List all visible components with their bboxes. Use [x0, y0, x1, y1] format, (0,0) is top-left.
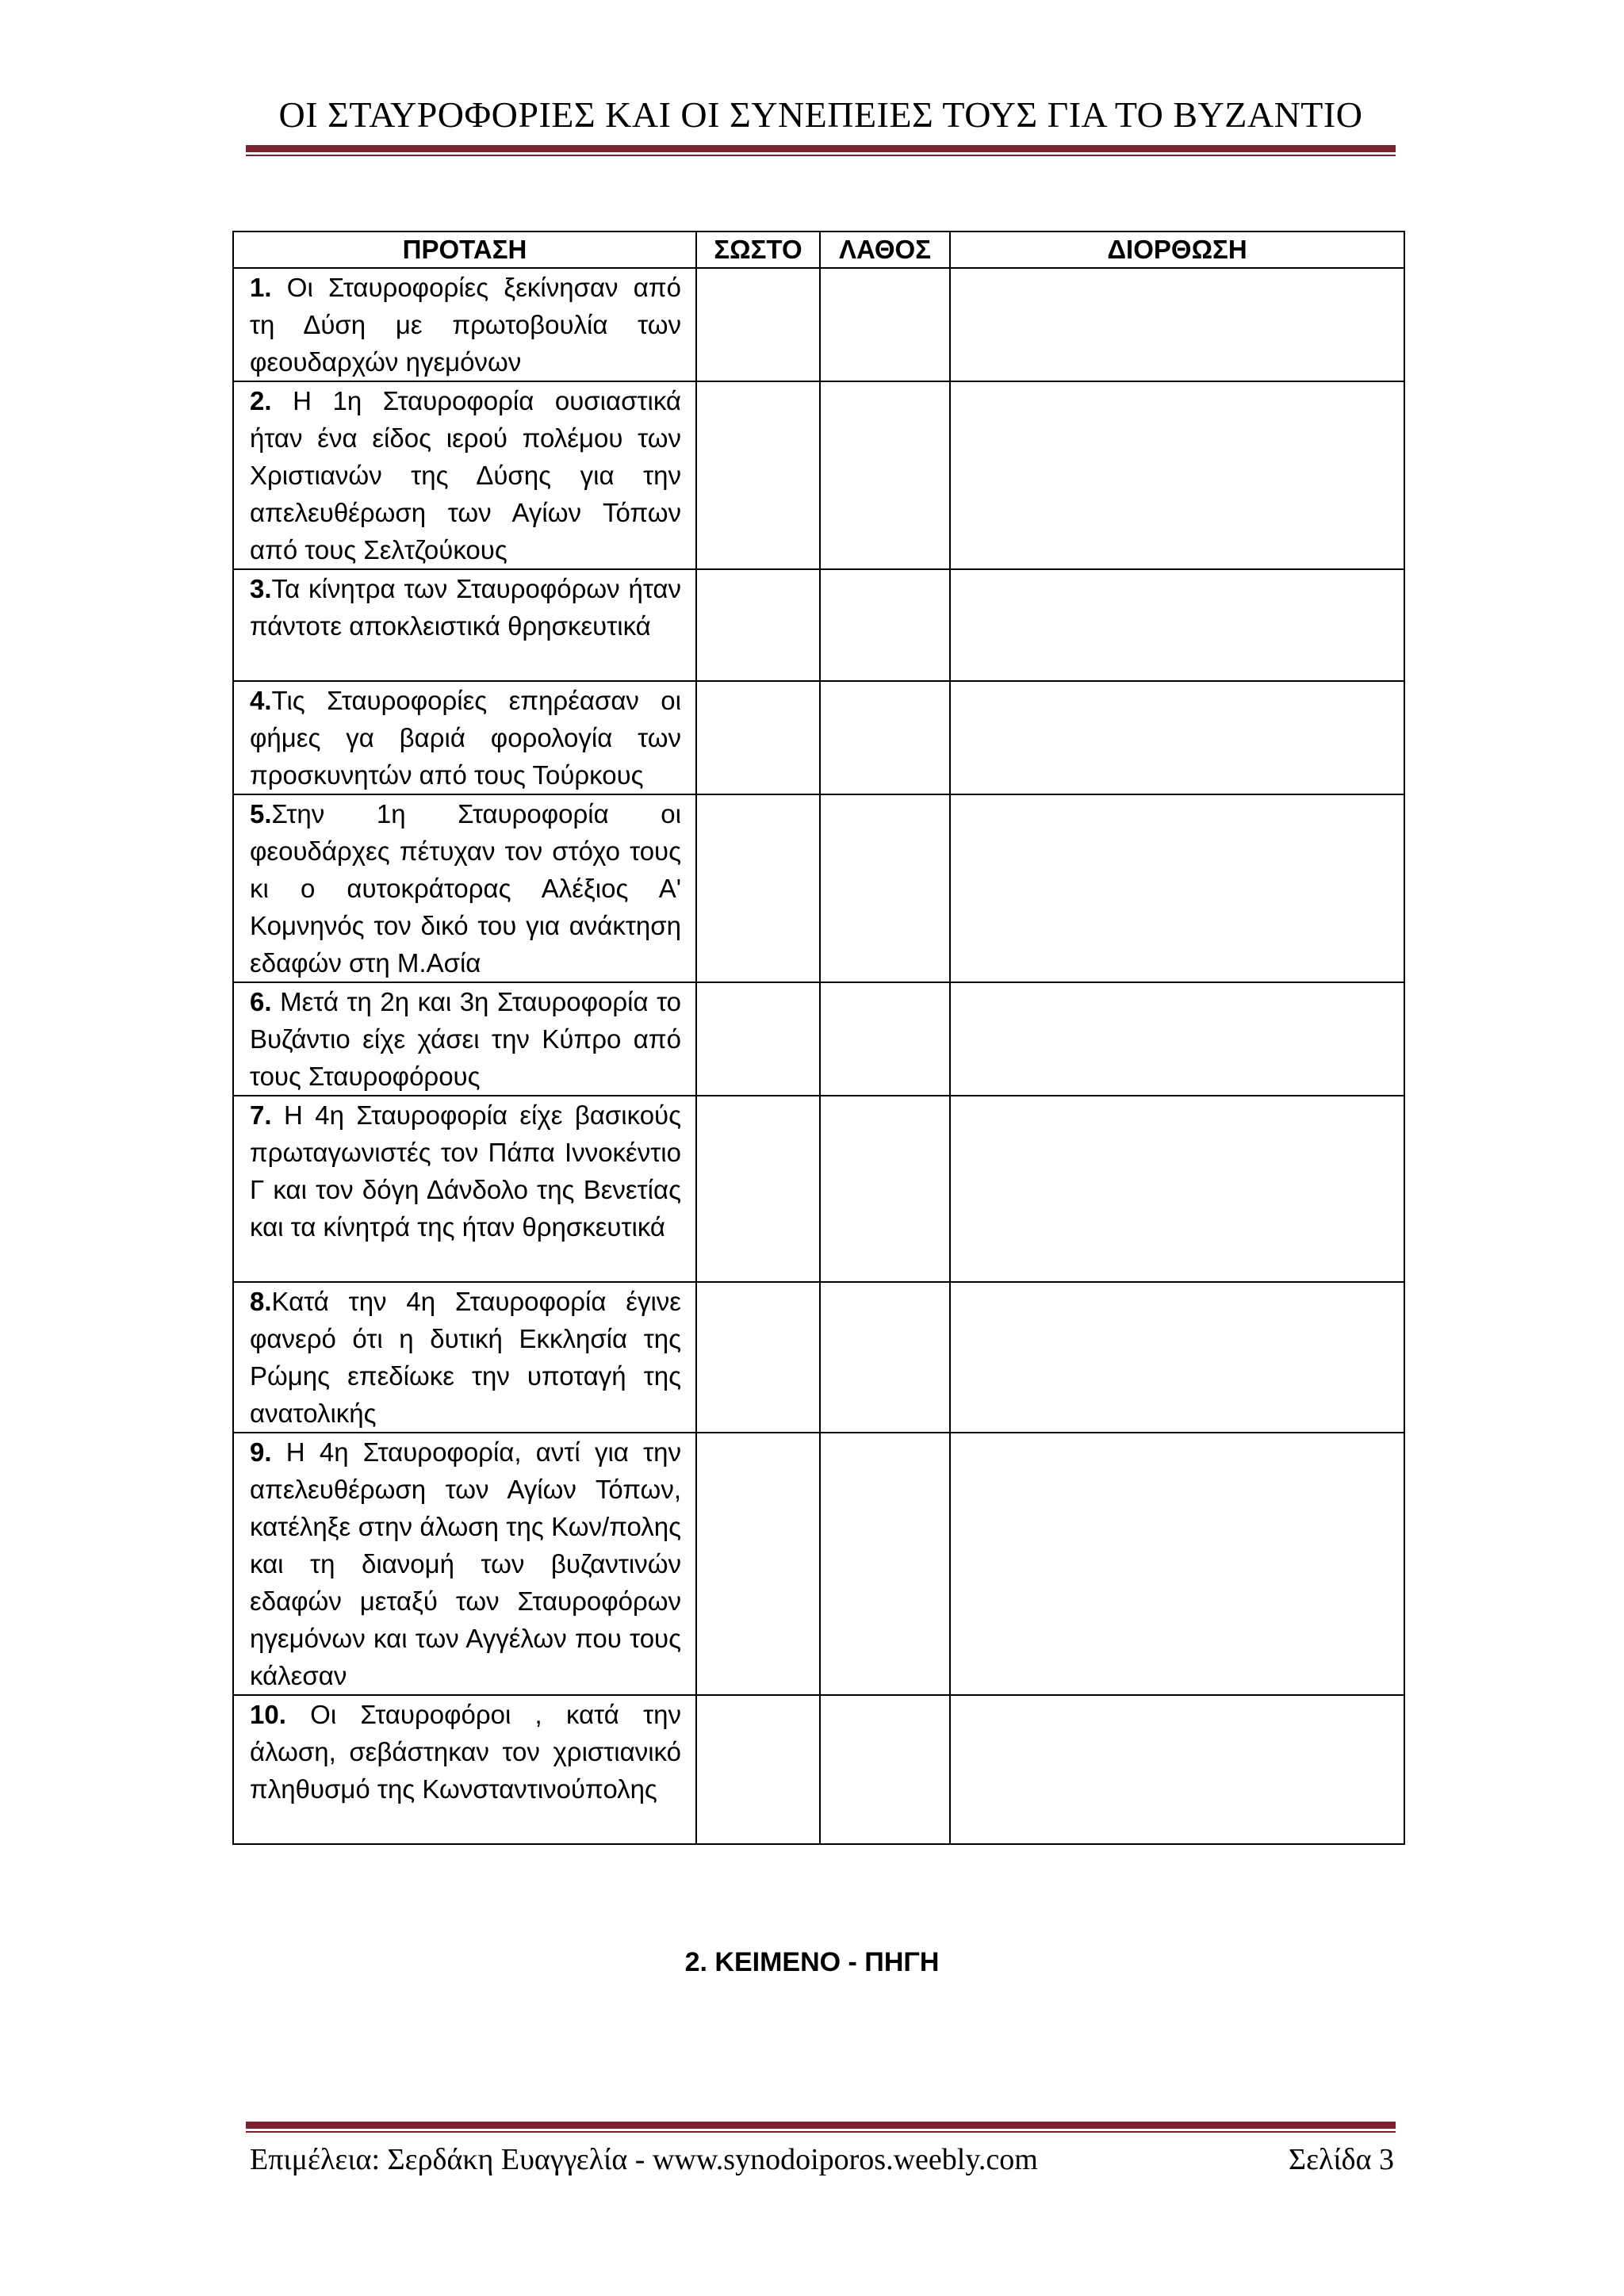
wrong-cell[interactable] — [820, 681, 950, 794]
statement-text: Μετά τη 2η και 3η Σταυροφορία το Βυζάντιο είχε χάσει την Κύπρο από τους Σταυροφόρους — [250, 987, 681, 1091]
statement-cell — [233, 268, 696, 381]
wrong-cell[interactable] — [820, 1282, 950, 1433]
table-row — [233, 1433, 1404, 1695]
correct-cell[interactable] — [696, 1433, 820, 1695]
column-header-wrong: ΛΑΘΟΣ — [820, 232, 950, 268]
footer-credit: Επιμέλεια: Σερδάκη Ευαγγελία - www.synodoiporos.weebly.com — [250, 2143, 1038, 2176]
statement-text: Τις Σταυροφορίες επηρέασαν οι φήμες γα βαριά φορολογία των προσκυνητών από τους Τούρκους — [250, 686, 681, 790]
statement-cell — [233, 794, 696, 982]
correction-cell[interactable] — [950, 794, 1404, 982]
statement-text: Οι Σταυροφορίες ξεκίνησαν από τη Δύση με πρωτοβουλία των φεουδαρχών ηγεμόνων — [250, 273, 681, 377]
wrong-cell[interactable] — [820, 381, 950, 569]
correction-cell[interactable] — [950, 268, 1404, 381]
correct-cell[interactable] — [696, 1282, 820, 1433]
correction-cell[interactable] — [950, 1096, 1404, 1282]
wrong-cell[interactable] — [820, 1433, 950, 1695]
statement-text: Η 1η Σταυροφορία ουσιαστικά ήταν ένα είδος ιερού πολέμου των Χριστιανών της Δύσης για την απελευθέρωση των Αγίων Τόπων από τους Σελτζούκους — [250, 386, 681, 564]
correction-cell[interactable] — [950, 1282, 1404, 1433]
statement-number: 6. — [250, 987, 272, 1016]
correct-cell[interactable] — [696, 1096, 820, 1282]
statement-number: 3. — [250, 574, 272, 603]
statement-number: 8. — [250, 1287, 272, 1316]
table-row — [233, 381, 1404, 569]
footer-rule — [246, 2122, 1396, 2133]
wrong-cell[interactable] — [820, 1096, 950, 1282]
statement-number: 2. — [250, 386, 272, 415]
statement-number: 4. — [250, 686, 272, 715]
correct-cell[interactable] — [696, 381, 820, 569]
statement-text: Τα κίνητρα των Σταυροφόρων ήταν πάντοτε αποκλειστικά θρησκευτικά — [250, 574, 681, 641]
wrong-cell[interactable] — [820, 982, 950, 1096]
table-row — [233, 1695, 1404, 1844]
correct-cell[interactable] — [696, 681, 820, 794]
wrong-cell[interactable] — [820, 569, 950, 681]
header-rule — [246, 145, 1396, 156]
page-number: Σελίδα 3 — [1288, 2143, 1394, 2176]
table-row — [233, 569, 1404, 681]
wrong-cell[interactable] — [820, 794, 950, 982]
correction-cell[interactable] — [950, 1695, 1404, 1844]
correct-cell[interactable] — [696, 982, 820, 1096]
statement-number: 7. — [250, 1100, 272, 1130]
statement-number: 1. — [250, 273, 272, 302]
statement-cell — [233, 1695, 696, 1844]
section-title: 2. ΚΕΙΜΕΝΟ - ΠΗΓΗ — [684, 1947, 940, 1977]
statement-cell — [233, 569, 696, 681]
statement-cell — [233, 381, 696, 569]
statement-text: Οι Σταυροφόροι , κατά την άλωση, σεβάστηκαν τον χριστιανικό πληθυσμό της Κωνσταντινούπολης — [250, 1700, 681, 1804]
column-header-statement: ΠΡΟΤΑΣΗ — [233, 232, 696, 268]
statement-number: 9. — [250, 1437, 272, 1467]
statement-cell — [233, 1096, 696, 1282]
statement-cell — [233, 1282, 696, 1433]
column-header-correction: ΔΙΟΡΘΩΣΗ — [950, 232, 1404, 268]
statement-cell — [233, 1433, 696, 1695]
page-title: ΟΙ ΣΤΑΥΡΟΦΟΡΙΕΣ ΚΑΙ ΟΙ ΣΥΝΕΠΕΙΕΣ ΤΟΥΣ ΓΙΑ ΤΟ ΒΥΖΑΝΤΙΟ — [278, 94, 1363, 135]
wrong-cell[interactable] — [820, 268, 950, 381]
correction-cell[interactable] — [950, 681, 1404, 794]
statement-number: 5. — [250, 799, 272, 828]
correction-cell[interactable] — [950, 569, 1404, 681]
table-header-row — [233, 232, 1404, 268]
correction-cell[interactable] — [950, 982, 1404, 1096]
statement-text: Κατά την 4η Σταυροφορία έγινε φανερό ότι η δυτική Εκκλησία της Ρώμης επεδίωκε την υποταγή της ανατολικής — [250, 1287, 681, 1428]
table-row — [233, 1282, 1404, 1433]
statement-text: Στην 1η Σταυροφορία οι φεουδάρχες πέτυχαν τον στόχο τους κι ο αυτοκράτορας Αλέξιος Α' Κομνηνός τον δικό του για ανάκτηση εδαφών στη Μ.Ασία — [250, 799, 681, 978]
column-header-correct: ΣΩΣΤΟ — [696, 232, 820, 268]
statement-cell — [233, 982, 696, 1096]
correct-cell[interactable] — [696, 268, 820, 381]
table-row — [233, 982, 1404, 1096]
table-row — [233, 794, 1404, 982]
table-row — [233, 681, 1404, 794]
table-row — [233, 268, 1404, 381]
statement-number: 10. — [250, 1700, 286, 1729]
statement-text: Η 4η Σταυροφορία, αντί για την απελευθέρωση των Αγίων Τόπων, κατέληξε στην άλωση της Κων/πολης και τη διανομή των βυζαντινών εδαφών μεταξύ των Σταυροφόρων ηγεμόνων και των Αγγέλων που τους κάλεσαν — [250, 1437, 681, 1690]
statement-cell — [233, 681, 696, 794]
true-false-table — [232, 231, 1405, 1845]
correct-cell[interactable] — [696, 1695, 820, 1844]
correction-cell[interactable] — [950, 1433, 1404, 1695]
correct-cell[interactable] — [696, 569, 820, 681]
table-row — [233, 1096, 1404, 1282]
statement-text: Η 4η Σταυροφορία είχε βασικούς πρωταγωνιστές τον Πάπα Ιννοκέντιο Γ και τον δόγη Δάνδολο της Βενετίας και τα κίνητρά της ήταν θρησκευτικά — [250, 1100, 681, 1242]
correction-cell[interactable] — [950, 381, 1404, 569]
wrong-cell[interactable] — [820, 1695, 950, 1844]
correct-cell[interactable] — [696, 794, 820, 982]
